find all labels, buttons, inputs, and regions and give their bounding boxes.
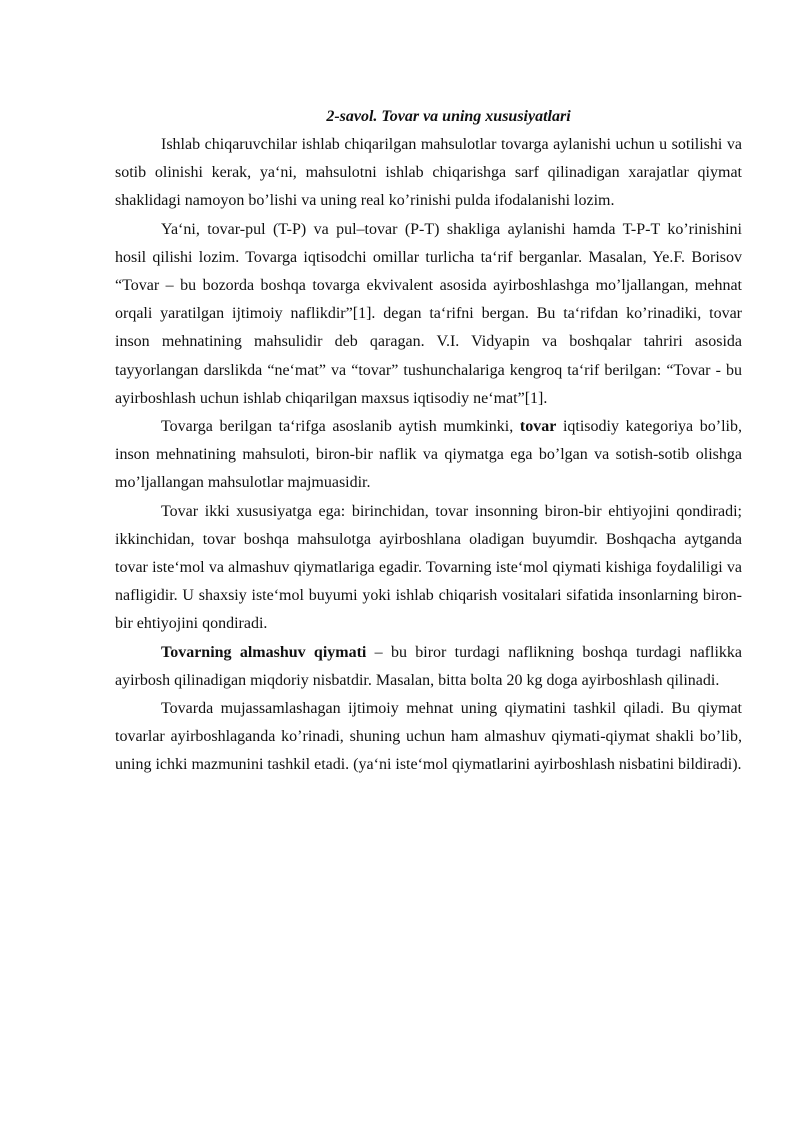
paragraph-3-text-before: Tovarga berilgan ta‘rifga asoslanib aytish mumkinki, — [161, 418, 520, 436]
paragraph-3-text-after: iqtisodiy kategoriya bo’lib, inson mehnatining mahsuloti, biron-bir naflik va qiymatga ega bo’lgan va sotish-sotib olishga mo’ljallangan mahsulotlar majmuasidir. — [115, 418, 743, 492]
paragraph-2: Ya‘ni, tovar-pul (T-P) va pul–tovar (P-T) shakliga aylanishi hamda T-P-T ko’rinishini hosil qilishi lozim. Tovarga iqtisodchi omillar turlicha ta‘rif berganlar. Masalan, Ye.F. Borisov “Tovar – bu bozorda boshqa tovarga ekvivalent asosida ayirboshlashga mo’ljallangan, mehnat orqali yaratilgan ijtimoiy naflikdir”[1]. degan ta‘rifni bergan. Bu ta‘rifdan ko’rinadiki, tovar inson mehnatining mahsulidir deb qaragan. V.I. Vidyapin va boshqalar tahriri asosida tayyorlangan darslikda “ne‘mat” va “tovar” tushunchalariga kengroq ta‘rif berilgan: “Tovar - bu ayirboshlash uchun ishlab chiqarilgan maxsus iqtisodiy ne‘mat”[1]. — [115, 220, 742, 407]
term-tovar: tovar — [519, 418, 557, 436]
document-page — [115, 104, 742, 780]
paragraph-5-text-after: – bu biror turdagi naflikning boshqa turdagi naflikka ayirbosh qilinadigan miqdoriy nisbatdir. Masalan, bitta bolta 20 kg doga ayirboshlash qilinadi. — [115, 643, 742, 689]
paragraph-1: Ishlab chiqaruvchilar ishlab chiqarilgan mahsulotlar tovarga aylanishi uchun u sotilishi va sotib olinishi kerak, ya‘ni, mahsulotni ishlab chiqarishga sarf qilinadigan xarajatlar qiymat shaklidagi namoyon bo’lishi va uning real ko’rinishi pulda ifodalanishi lozim. — [115, 136, 742, 210]
paragraph-5 — [115, 639, 742, 695]
term-almashuv-qiymati: Tovarning almashuv qiymati — [161, 643, 367, 661]
paragraph-3 — [115, 413, 742, 498]
paragraph-6: Tovarda mujassamlashagan ijtimoiy mehnat uning qiymatini tashkil qiladi. Bu qiymat tovarlar ayirboshlaganda ko’rinadi, shuning uchun ham almashuv qiymati-qiymat shakli bo’lib, uning ichki mazmunini tashkil etadi. (ya‘ni iste‘mol qiymatlarini ayirboshlash nisbatini bildiradi). — [115, 700, 742, 774]
section-title: 2-savol. Tovar va uning xususiyatlari — [326, 108, 571, 125]
paragraph-4: Tovar ikki xususiyatga ega: birinchidan, tovar insonning biron-bir ehtiyojini qondiradi; ikkinchidan, tovar boshqa mahsulotga ayirboshlana oladigan buyumdir. Boshqacha aytganda tovar iste‘mol va almashuv qiymatlariga egadir. Tovarning iste‘mol qiymati kishiga foydaliligi va nafligidir. U shaxsiy iste‘mol buyumi yoki ishlab chiqarish vositalari sifatida insonlarning biron-bir ehtiyojini qondiradi. — [115, 502, 742, 633]
